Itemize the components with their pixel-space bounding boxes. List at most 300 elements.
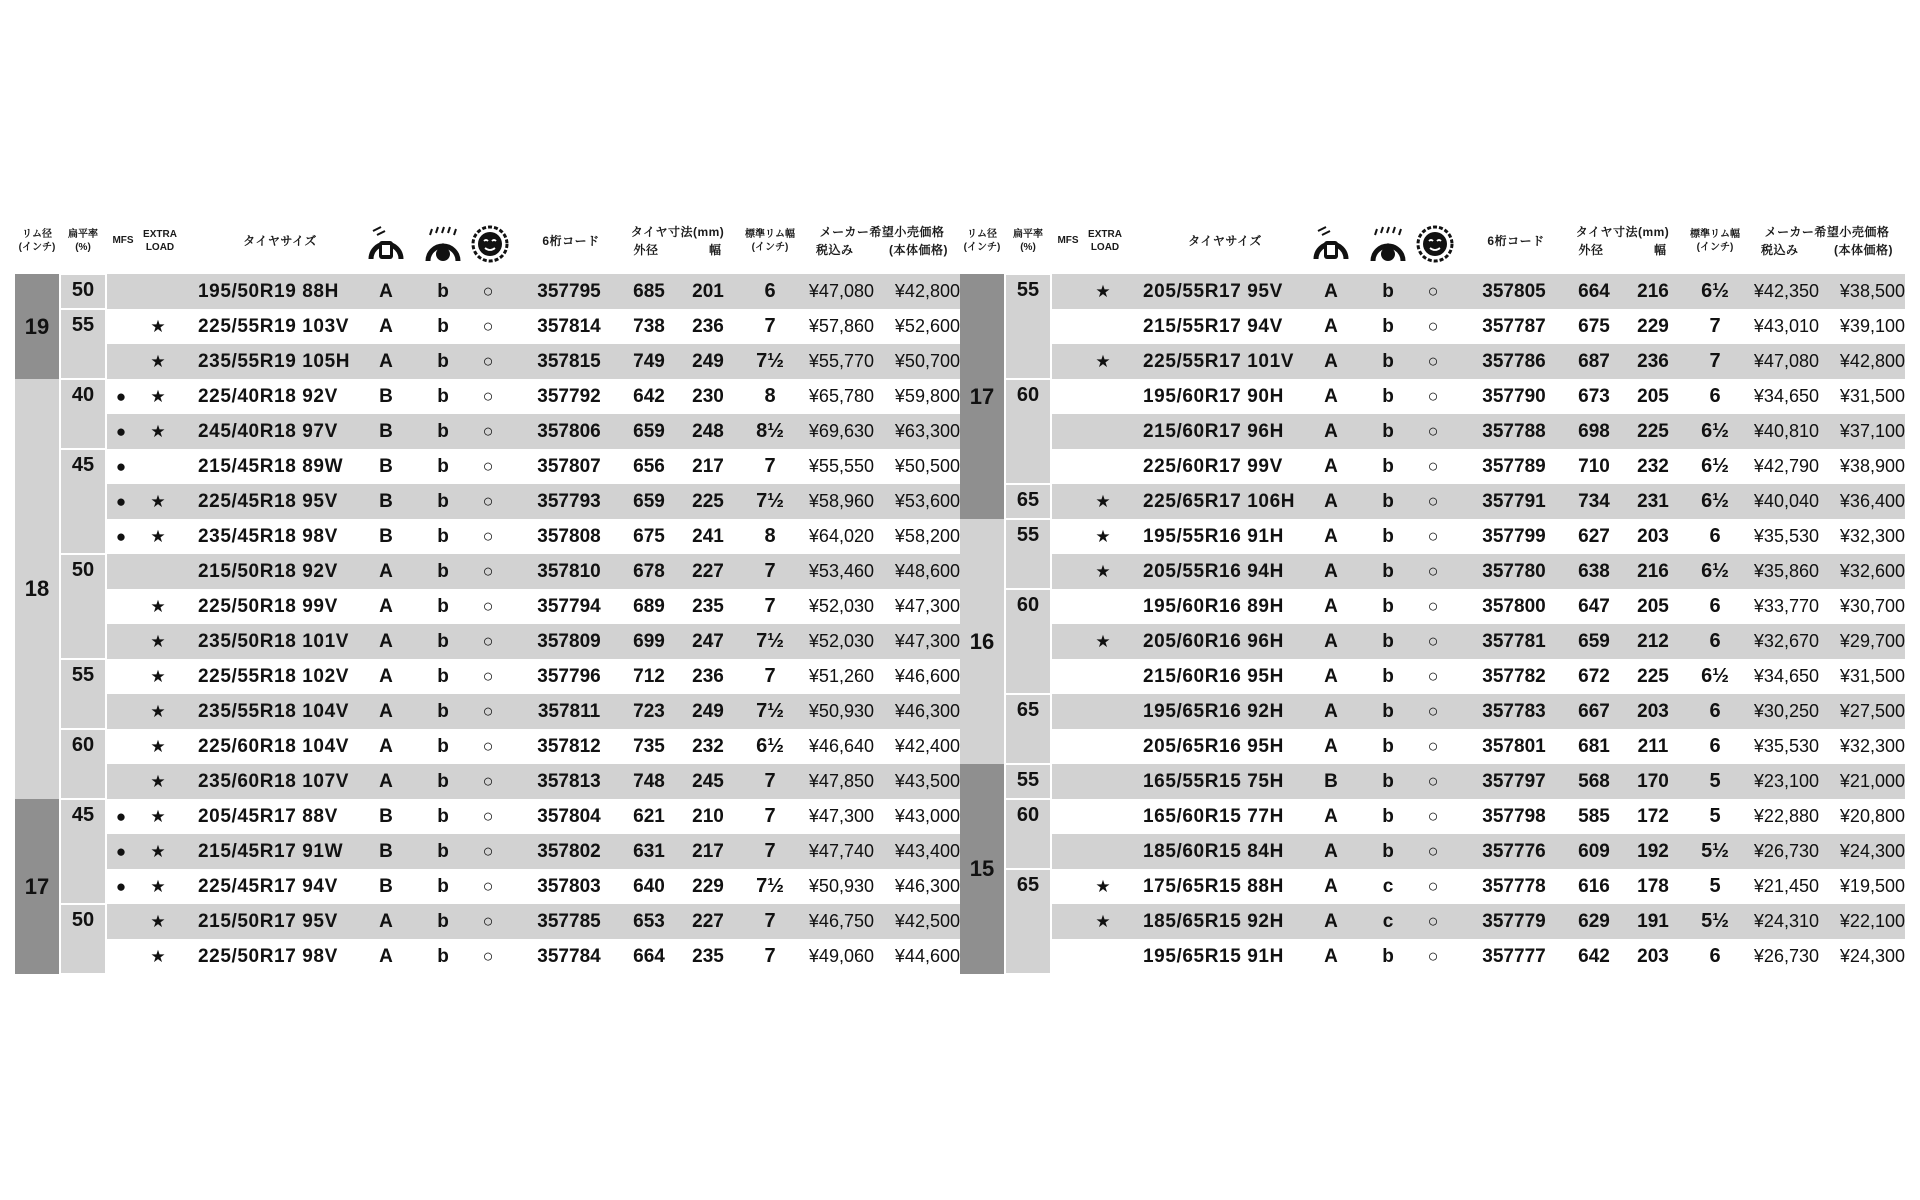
header-aspect-ratio-line2: (%) [75, 242, 91, 253]
mfs-mark [1052, 904, 1080, 939]
standard-rim-width: 8½ [756, 420, 784, 442]
noise-mark: ○ [1427, 316, 1439, 336]
price-base: ¥30,700 [1839, 596, 1905, 616]
noise-mark: ○ [482, 421, 494, 441]
header-standard-rim-width [744, 212, 796, 270]
outer-diameter: 642 [1578, 946, 1610, 967]
wet-grip-grade: b [1382, 771, 1394, 792]
mfs-mark: ● [115, 842, 127, 861]
price-base: ¥21,000 [1839, 771, 1905, 791]
mfs-mark [107, 624, 135, 659]
tire-size: 225/65R17 106H [1143, 491, 1296, 512]
wet-grip-grade: b [437, 666, 449, 687]
mfs-mark: ● [115, 527, 127, 546]
price-with-tax: ¥47,080 [808, 281, 874, 301]
tire-size: 205/55R16 94H [1143, 561, 1284, 582]
header-price-tax: 税込み [816, 243, 854, 257]
wet-grip-grade: b [437, 911, 449, 932]
noise-mark: ○ [482, 631, 494, 651]
extra-load-mark [1088, 379, 1118, 414]
extra-load-mark [1088, 414, 1118, 449]
tire-size: 195/60R17 90H [1143, 386, 1284, 407]
tire-width: 235 [692, 596, 724, 617]
standard-rim-width: 6½ [1701, 490, 1729, 512]
wet-grip-grade: b [1382, 351, 1394, 372]
header-aspect-ratio [1006, 212, 1050, 270]
tire-width: 225 [1637, 421, 1669, 442]
price-base: ¥42,500 [894, 911, 960, 931]
price-base: ¥46,600 [894, 666, 960, 686]
header-standard-rim-width [1689, 212, 1741, 270]
outer-diameter: 723 [633, 701, 665, 722]
outer-diameter: 568 [1578, 771, 1610, 792]
price-base: ¥42,800 [894, 281, 960, 301]
six-digit-code: 357783 [1482, 701, 1546, 722]
rolling-resistance-grade: B [379, 841, 393, 862]
outer-diameter: 678 [633, 561, 665, 582]
tire-size: 215/45R17 91W [198, 841, 344, 862]
price-base: ¥47,300 [894, 631, 960, 651]
aspect-ratio-cell: 60 [61, 730, 105, 798]
rolling-resistance-grade: A [1324, 491, 1338, 512]
extra-load-mark [1088, 449, 1118, 484]
tire-width: 211 [1637, 736, 1669, 757]
table-row [1052, 379, 1905, 414]
six-digit-code: 357780 [1482, 561, 1546, 582]
price-base: ¥53,600 [894, 491, 960, 511]
wet-grip-grade: b [1382, 456, 1394, 477]
price-with-tax: ¥23,100 [1753, 771, 1819, 791]
six-digit-code: 357800 [1482, 596, 1546, 617]
standard-rim-width: 7 [1709, 350, 1721, 372]
price-base: ¥63,300 [894, 421, 960, 441]
mfs-mark: ● [115, 422, 127, 441]
tire-size: 225/55R17 101V [1143, 351, 1295, 372]
standard-rim-width: 7 [764, 560, 776, 582]
wet-grip-grade: b [1382, 736, 1394, 757]
tire-size: 195/65R15 91H [1143, 946, 1284, 967]
mfs-mark [107, 694, 135, 729]
price-base: ¥58,200 [894, 526, 960, 546]
wet-grip-grade: b [1382, 631, 1394, 652]
tire-width: 235 [692, 946, 724, 967]
standard-rim-width: 7 [764, 770, 776, 792]
outer-diameter: 749 [633, 351, 665, 372]
wet-grip-grade: b [1382, 666, 1394, 687]
outer-diameter: 621 [633, 806, 665, 827]
mfs-mark [107, 344, 135, 379]
price-with-tax: ¥33,770 [1753, 596, 1819, 616]
rolling-resistance-grade: A [379, 771, 393, 792]
rolling-resistance-grade: B [379, 806, 393, 827]
price-with-tax: ¥69,630 [808, 421, 874, 441]
table-row [107, 379, 960, 414]
table-row [1052, 799, 1905, 834]
noise-mark: ○ [482, 701, 494, 721]
rolling-resistance-grade: A [1324, 316, 1338, 337]
aspect-ratio-cell: 55 [1006, 765, 1050, 798]
header-rim-diameter-line1: リム径 [22, 229, 52, 240]
extra-load-mark: ★ [1095, 562, 1111, 581]
wet-grip-grade: b [1382, 421, 1394, 442]
six-digit-code: 357809 [537, 631, 601, 652]
standard-rim-width: 7 [764, 315, 776, 337]
extra-load-mark: ★ [1095, 632, 1111, 651]
tire-size: 215/50R17 95V [198, 911, 338, 932]
noise-mark: ○ [482, 806, 494, 826]
wet-grip-grade: b [1382, 561, 1394, 582]
tire-width: 227 [692, 561, 724, 582]
rolling-resistance-grade: B [379, 456, 393, 477]
tire-size: 215/45R18 89W [198, 456, 344, 477]
standard-rim-width: 6 [1709, 700, 1721, 722]
header-msrp-title: メーカー希望小売価格 [1764, 225, 1890, 239]
price-with-tax: ¥47,740 [808, 841, 874, 861]
noise-mark: ○ [482, 491, 494, 511]
wet-grip-grade: b [437, 456, 449, 477]
rim-diameter-cell: 19 [15, 274, 59, 379]
six-digit-code: 357791 [1482, 491, 1546, 512]
outer-diameter: 659 [633, 421, 665, 442]
price-with-tax: ¥51,260 [808, 666, 874, 686]
header-msrp-sub [816, 241, 948, 259]
outer-diameter: 735 [633, 736, 665, 757]
tire-size: 235/55R19 105H [198, 351, 351, 372]
rolling-resistance-grade: A [1324, 596, 1338, 617]
rim-diameter-cell: 17 [960, 274, 1004, 519]
six-digit-code: 357799 [1482, 526, 1546, 547]
noise-mark: ○ [1427, 701, 1439, 721]
rolling-resistance-grade: B [379, 876, 393, 897]
tire-size: 185/65R15 92H [1143, 911, 1284, 932]
six-digit-code: 357784 [537, 946, 601, 967]
six-digit-code: 357814 [537, 316, 601, 337]
six-digit-code: 357790 [1482, 386, 1546, 407]
mfs-mark: ● [115, 457, 127, 476]
table-row [1052, 484, 1905, 519]
standard-rim-width: 6½ [1701, 560, 1729, 582]
rolling-resistance-icon [366, 220, 406, 266]
tire-size: 225/60R18 104V [198, 736, 350, 757]
table-row [107, 799, 960, 834]
tire-size: 225/55R18 102V [198, 666, 350, 687]
price-with-tax: ¥53,460 [808, 561, 874, 581]
table-row [107, 589, 960, 624]
six-digit-code: 357804 [537, 806, 601, 827]
tire-size: 195/55R16 91H [1143, 526, 1284, 547]
mfs-mark [1052, 659, 1080, 694]
price-with-tax: ¥21,450 [1753, 876, 1819, 896]
header-msrp [1749, 212, 1905, 270]
price-base: ¥36,400 [1839, 491, 1905, 511]
six-digit-code: 357779 [1482, 911, 1546, 932]
mfs-mark: ● [115, 877, 127, 896]
mfs-mark: ● [115, 492, 127, 511]
wet-grip-grade: b [437, 526, 449, 547]
noise-mark: ○ [1427, 771, 1439, 791]
price-with-tax: ¥49,060 [808, 946, 874, 966]
extra-load-mark: ★ [150, 492, 166, 511]
tire-size: 215/55R17 94V [1143, 316, 1283, 337]
mfs-mark [1052, 939, 1080, 974]
header-tire-size-label: タイヤサイズ [1188, 234, 1262, 248]
wet-grip-grade: b [437, 631, 449, 652]
wet-grip-grade: b [1382, 806, 1394, 827]
six-digit-code: 357808 [537, 526, 601, 547]
rolling-resistance-grade: A [1324, 526, 1338, 547]
table-row [107, 939, 960, 974]
outer-diameter: 673 [1578, 386, 1610, 407]
mfs-mark [107, 589, 135, 624]
rolling-resistance-grade: A [1324, 456, 1338, 477]
tire-size: 225/55R19 103V [198, 316, 350, 337]
rolling-resistance-grade: A [1324, 806, 1338, 827]
aspect-ratio-cell: 60 [1006, 800, 1050, 868]
six-digit-code: 357796 [537, 666, 601, 687]
rolling-resistance-grade: A [1324, 421, 1338, 442]
noise-mark: ○ [482, 386, 494, 406]
tire-width: 178 [1637, 876, 1669, 897]
six-digit-code: 357802 [537, 841, 601, 862]
rolling-resistance-grade: A [1324, 911, 1338, 932]
price-with-tax: ¥24,310 [1753, 911, 1819, 931]
standard-rim-width: 8 [764, 525, 776, 547]
tire-width: 205 [1637, 596, 1669, 617]
rim-diameter-cell: 17 [15, 799, 59, 974]
price-base: ¥43,500 [894, 771, 960, 791]
mfs-mark [1052, 694, 1080, 729]
noise-icon [1415, 220, 1455, 266]
rolling-resistance-grade: A [379, 666, 393, 687]
standard-rim-width: 5 [1709, 875, 1721, 897]
tire-size: 165/60R15 77H [1143, 806, 1284, 827]
wet-grip-grade: b [1382, 386, 1394, 407]
wet-grip-grade: b [437, 841, 449, 862]
six-digit-code: 357782 [1482, 666, 1546, 687]
tire-size: 195/50R19 88H [198, 281, 339, 302]
outer-diameter: 664 [633, 946, 665, 967]
header-six-digit-code-label: 6桁コード [542, 234, 600, 248]
tire-width: 210 [692, 806, 724, 827]
header-msrp [804, 212, 960, 270]
standard-rim-width: 5½ [1701, 910, 1729, 932]
price-base: ¥47,300 [894, 596, 960, 616]
noise-mark: ○ [1427, 946, 1439, 966]
mfs-mark: ● [115, 387, 127, 406]
tire-size: 235/50R18 101V [198, 631, 350, 652]
tire-size: 245/40R18 97V [198, 421, 338, 442]
rolling-resistance-grade: A [1324, 946, 1338, 967]
price-with-tax: ¥47,850 [808, 771, 874, 791]
tire-width: 191 [1637, 911, 1669, 932]
rolling-resistance-grade: A [379, 701, 393, 722]
wet-grip-grade: b [437, 281, 449, 302]
tire-width: 203 [1637, 946, 1669, 967]
standard-rim-width: 7 [764, 595, 776, 617]
aspect-ratio-cell: 45 [61, 450, 105, 553]
tire-width: 192 [1637, 841, 1669, 862]
extra-load-mark [1088, 939, 1118, 974]
outer-diameter: 653 [633, 911, 665, 932]
mfs-mark [107, 939, 135, 974]
standard-rim-width: 7 [764, 665, 776, 687]
price-base: ¥29,700 [1839, 631, 1905, 651]
six-digit-code: 357797 [1482, 771, 1546, 792]
table-row [1052, 274, 1905, 309]
price-with-tax: ¥52,030 [808, 631, 874, 651]
header-dims-sub [1579, 241, 1667, 259]
standard-rim-width: 6½ [756, 735, 784, 757]
mfs-mark [107, 274, 135, 309]
tire-size: 225/60R17 99V [1143, 456, 1283, 477]
noise-mark: ○ [1427, 281, 1439, 301]
tire-width: 217 [692, 456, 724, 477]
standard-rim-width: 7½ [756, 630, 784, 652]
wet-grip-grade: b [437, 946, 449, 967]
outer-diameter: 659 [1578, 631, 1610, 652]
price-with-tax: ¥35,860 [1753, 561, 1819, 581]
table-row [107, 554, 960, 589]
header-tire-size [1160, 212, 1290, 270]
table-row [1052, 834, 1905, 869]
noise-mark: ○ [482, 456, 494, 476]
outer-diameter: 734 [1578, 491, 1610, 512]
mfs-mark [1052, 624, 1080, 659]
price-base: ¥39,100 [1839, 316, 1905, 336]
standard-rim-width: 5½ [1701, 840, 1729, 862]
header-aspect-ratio-line1: 扁平率 [1013, 229, 1043, 240]
tire-size: 165/55R15 75H [1143, 771, 1284, 792]
six-digit-code: 357789 [1482, 456, 1546, 477]
tire-size: 195/65R16 92H [1143, 701, 1284, 722]
noise-mark: ○ [1427, 666, 1439, 686]
tire-width: 227 [692, 911, 724, 932]
extra-load-mark [1088, 589, 1118, 624]
header-msrp-title: メーカー希望小売価格 [819, 225, 945, 239]
standard-rim-width: 7 [764, 805, 776, 827]
table-row [1052, 694, 1905, 729]
extra-load-mark [1088, 309, 1118, 344]
outer-diameter: 647 [1578, 596, 1610, 617]
noise-mark: ○ [482, 946, 494, 966]
header-tire-size [215, 212, 345, 270]
mfs-mark [107, 764, 135, 799]
table-row [1052, 589, 1905, 624]
table-row [107, 484, 960, 519]
price-with-tax: ¥47,300 [808, 806, 874, 826]
outer-diameter: 609 [1578, 841, 1610, 862]
header-outer-diameter: 外径 [1578, 243, 1604, 257]
header-extra-load-line2: LOAD [1090, 242, 1120, 253]
mfs-mark [1052, 799, 1080, 834]
mfs-mark [1052, 484, 1080, 519]
mfs-mark: ● [115, 807, 127, 826]
price-with-tax: ¥46,640 [808, 736, 874, 756]
aspect-ratio-cell: 55 [61, 660, 105, 728]
tire-width: 249 [692, 351, 724, 372]
price-base: ¥32,300 [1839, 526, 1905, 546]
aspect-ratio-cell: 50 [61, 555, 105, 658]
noise-mark: ○ [1427, 841, 1439, 861]
extra-load-mark: ★ [150, 877, 166, 896]
table-row [1052, 869, 1905, 904]
six-digit-code: 357803 [537, 876, 601, 897]
extra-load-mark: ★ [150, 807, 166, 826]
tire-width: 229 [1637, 316, 1669, 337]
wet-grip-grade: b [1382, 946, 1394, 967]
standard-rim-width: 6½ [1701, 420, 1729, 442]
price-base: ¥43,400 [894, 841, 960, 861]
tire-width: 230 [692, 386, 724, 407]
outer-diameter: 627 [1578, 526, 1610, 547]
table-row [107, 309, 960, 344]
rolling-resistance-grade: A [1324, 561, 1338, 582]
tire-width: 245 [692, 771, 724, 792]
price-base: ¥38,900 [1839, 456, 1905, 476]
noise-mark: ○ [482, 666, 494, 686]
table-row [1052, 939, 1905, 974]
extra-load-mark [1088, 799, 1118, 834]
wet-grip-icon [1368, 220, 1408, 266]
mfs-mark [1052, 589, 1080, 624]
extra-load-mark: ★ [150, 912, 166, 931]
aspect-ratio-cell: 50 [61, 905, 105, 973]
extra-load-mark: ★ [150, 772, 166, 791]
noise-mark: ○ [1427, 561, 1439, 581]
six-digit-code: 357801 [1482, 736, 1546, 757]
rolling-resistance-grade: B [379, 491, 393, 512]
wet-grip-grade: b [437, 806, 449, 827]
price-with-tax: ¥52,030 [808, 596, 874, 616]
noise-mark: ○ [1427, 491, 1439, 511]
noise-mark: ○ [482, 736, 494, 756]
rolling-resistance-grade: A [1324, 386, 1338, 407]
aspect-ratio-cell: 65 [1006, 485, 1050, 518]
tire-width: 216 [1637, 561, 1669, 582]
rolling-resistance-grade: A [1324, 876, 1338, 897]
extra-load-mark: ★ [150, 842, 166, 861]
six-digit-code: 357788 [1482, 421, 1546, 442]
mfs-mark [1052, 379, 1080, 414]
mfs-mark [1052, 764, 1080, 799]
aspect-ratio-cell: 65 [1006, 695, 1050, 763]
wet-grip-icon [423, 220, 463, 266]
wet-grip-grade: b [437, 876, 449, 897]
tire-size: 185/60R15 84H [1143, 841, 1284, 862]
mfs-mark [1052, 729, 1080, 764]
rolling-resistance-icon [1311, 220, 1351, 266]
standard-rim-width: 5 [1709, 770, 1721, 792]
six-digit-code: 357807 [537, 456, 601, 477]
tire-width: 205 [1637, 386, 1669, 407]
rolling-resistance-grade: A [1324, 351, 1338, 372]
tire-width: 247 [692, 631, 724, 652]
rolling-resistance-grade: A [379, 281, 393, 302]
tire-width: 216 [1637, 281, 1669, 302]
extra-load-mark: ★ [1095, 282, 1111, 301]
price-base: ¥22,100 [1839, 911, 1905, 931]
wet-grip-grade: b [437, 701, 449, 722]
noise-mark: ○ [1427, 806, 1439, 826]
six-digit-code: 357811 [537, 701, 601, 722]
outer-diameter: 681 [1578, 736, 1610, 757]
price-with-tax: ¥64,020 [808, 526, 874, 546]
tire-width: 236 [692, 316, 724, 337]
aspect-ratio-cell: 55 [1006, 520, 1050, 588]
outer-diameter: 689 [633, 596, 665, 617]
six-digit-code: 357793 [537, 491, 601, 512]
extra-load-mark [1088, 694, 1118, 729]
